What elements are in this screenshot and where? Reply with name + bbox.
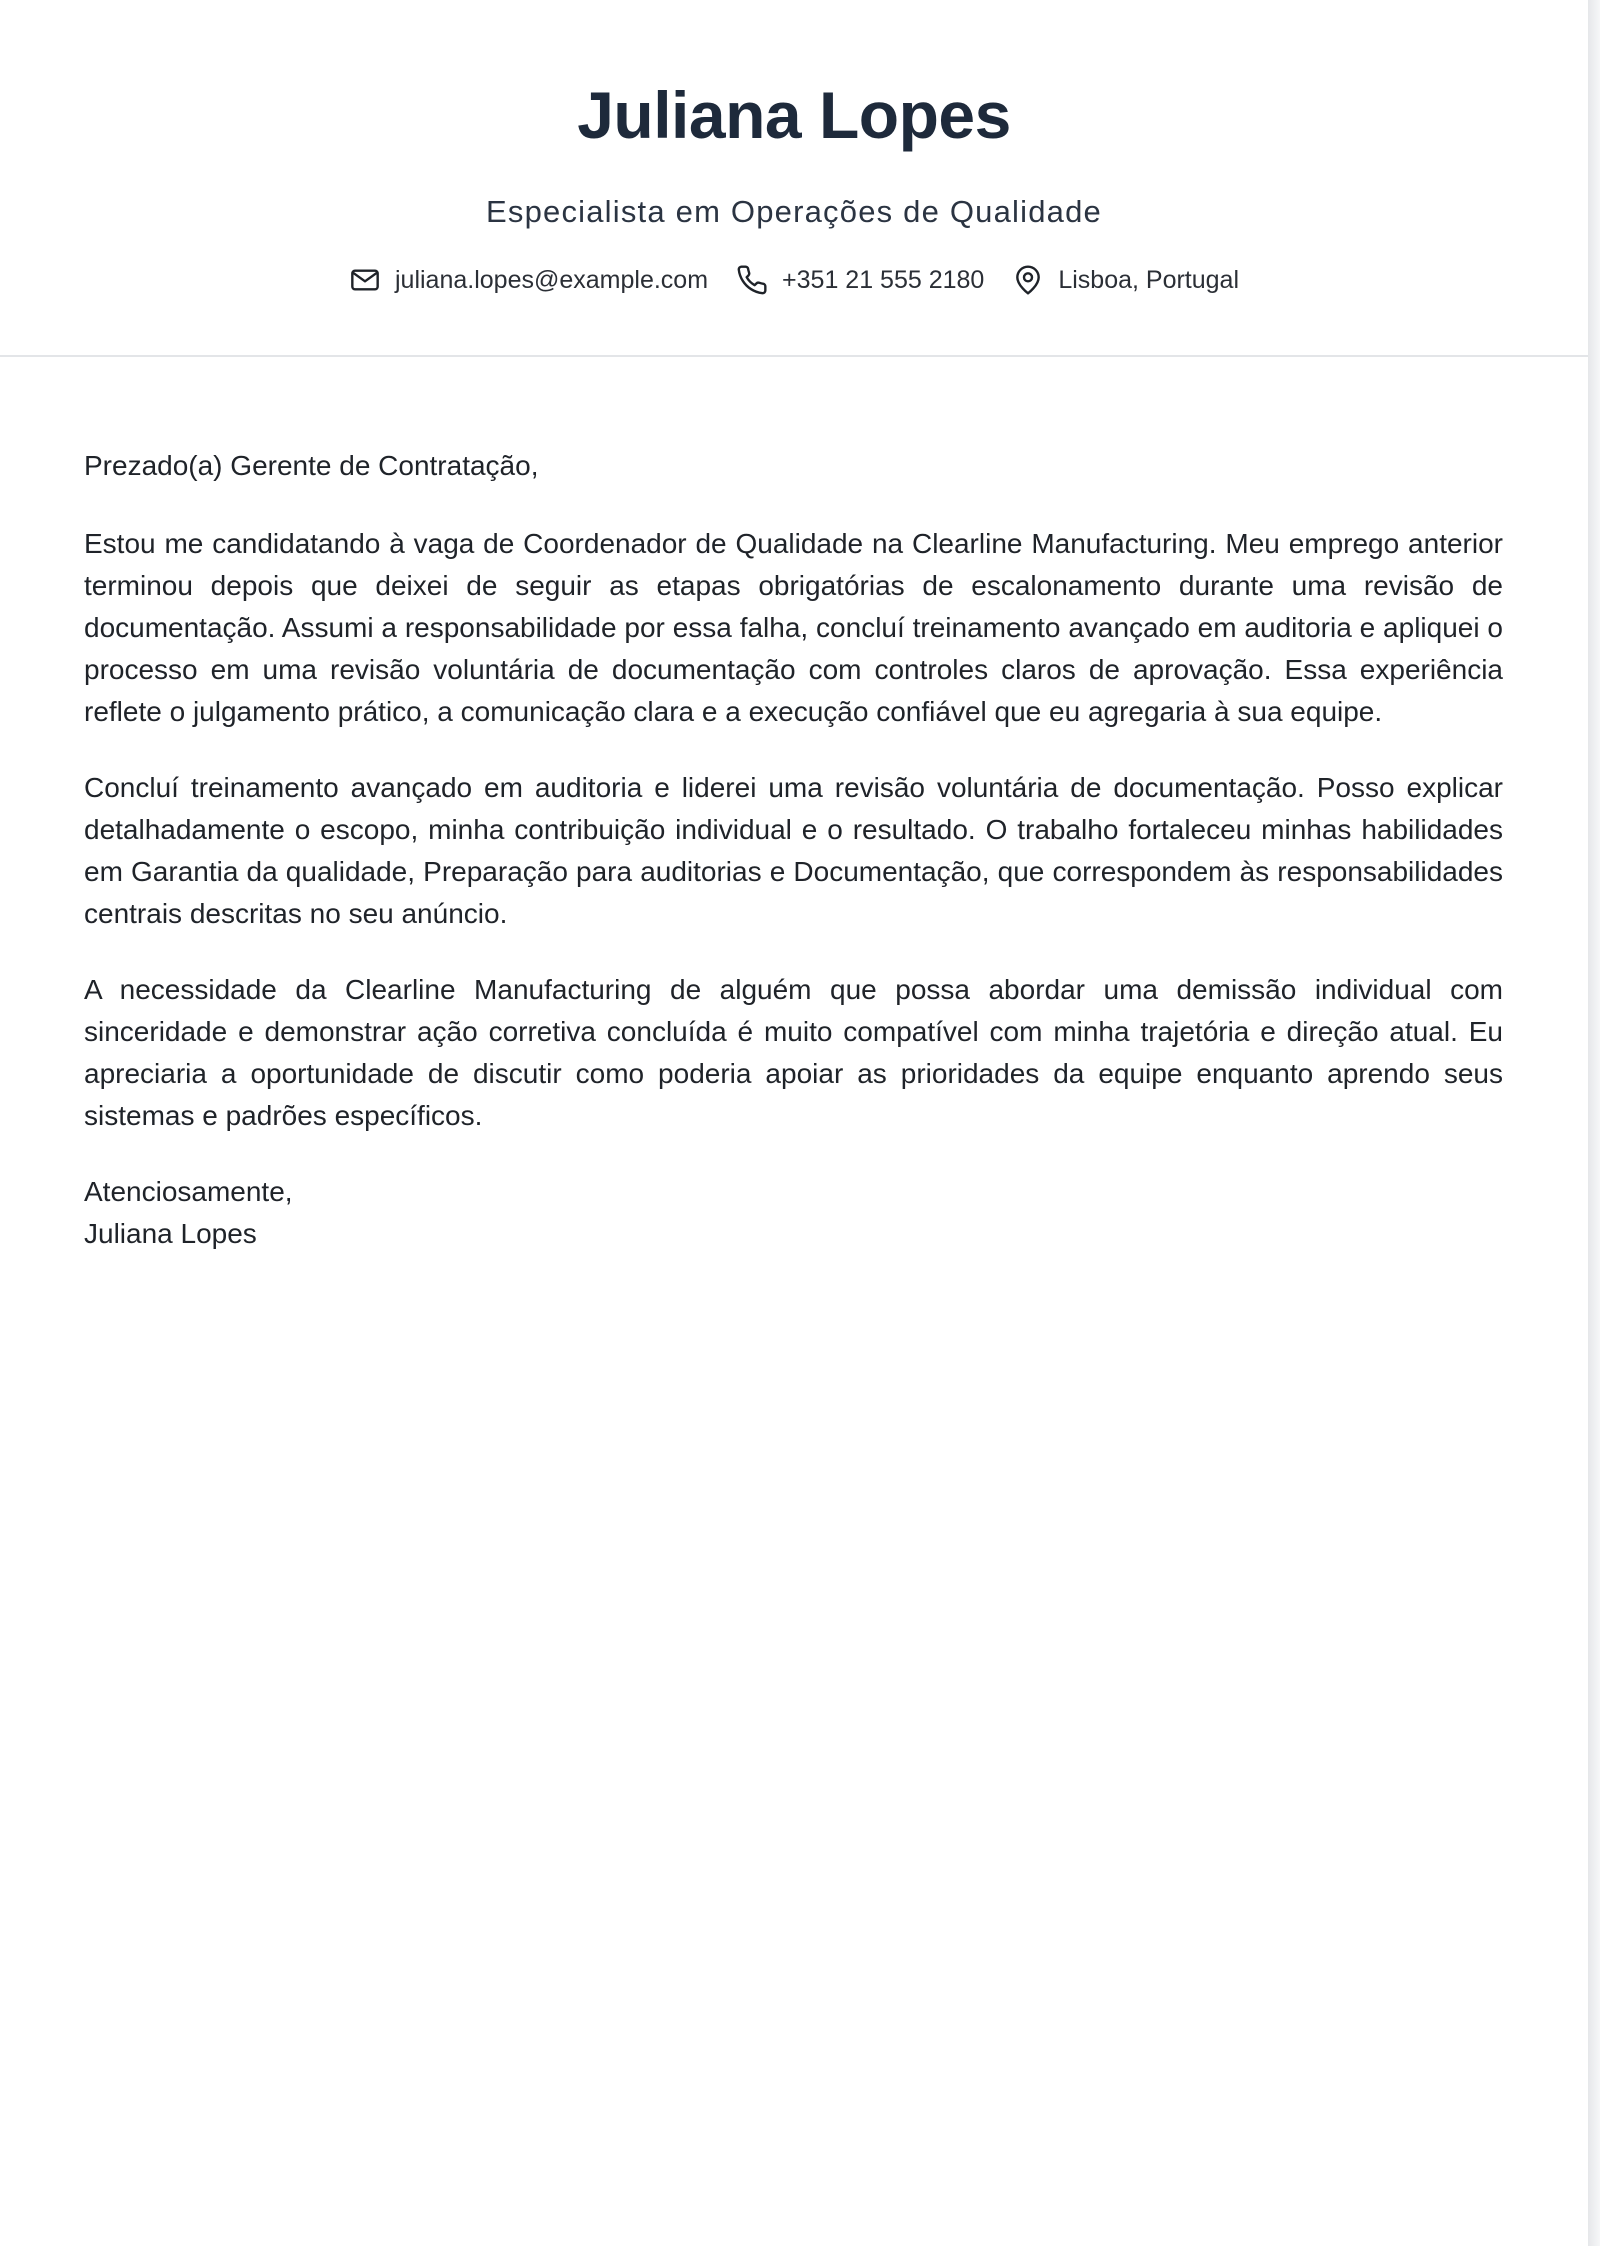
- location-text: Lisboa, Portugal: [1058, 266, 1240, 294]
- applicant-role: Especialista em Operações de Qualidade: [486, 194, 1102, 229]
- letter-body: [84, 445, 1503, 1255]
- mail-icon: [349, 264, 381, 296]
- letter-closing-block: [84, 1171, 1503, 1255]
- page-edge-shadow: [1588, 0, 1600, 2246]
- phone-text[interactable]: +351 21 555 2180: [782, 266, 985, 294]
- letter-closing: Atenciosamente,: [84, 1176, 293, 1207]
- contact-bar: [0, 258, 1588, 302]
- phone-icon: [736, 264, 768, 296]
- contact-location: [1012, 258, 1239, 302]
- letter-header: [0, 0, 1588, 357]
- letter-paragraph-3: A necessidade da Clearline Manufacturing de alguém que possa abordar uma demissão individual com sinceridade e demonstrar ação corretiva concluída é muito compatível com minha trajetória e direção atual. Eu apreciaria a oportunidade de discutir como poderia apoiar as prioridades da equipe enquanto aprendo seus sistemas e padrões específicos.: [84, 974, 1503, 1131]
- letter-signature: Juliana Lopes: [84, 1218, 257, 1249]
- letter-greeting: Prezado(a) Gerente de Contratação,: [84, 450, 539, 481]
- applicant-name: Juliana Lopes: [577, 78, 1011, 152]
- email-text[interactable]: juliana.lopes@example.com: [394, 266, 709, 294]
- map-pin-icon: [1012, 264, 1044, 296]
- contact-email: [349, 258, 708, 302]
- letter-paragraph-2: Concluí treinamento avançado em auditoria e liderei uma revisão voluntária de documentação. Posso explicar detalhadamente o escopo, minha contribuição individual e o resultado. O trabalho fortaleceu minhas habilidades em Garantia da qualidade, Preparação para auditorias e Documentação, que correspondem às responsabilidades centrais descritas no seu anúncio.: [84, 772, 1503, 929]
- contact-phone: [736, 258, 984, 302]
- letter-paragraph-1: Estou me candidatando à vaga de Coordenador de Qualidade na Clearline Manufacturing. Meu emprego anterior terminou depois que deixei de seguir as etapas obrigatórias de escalonamento durante uma revisão de documentação. Assumi a responsabilidade por essa falha, concluí treinamento avançado em auditoria e apliquei o processo em uma revisão voluntária de documentação com controles claros de aprovação. Essa experiência reflete o julgamento prático, a comunicação clara e a execução confiável que eu agregaria à sua equipe.: [84, 528, 1503, 727]
